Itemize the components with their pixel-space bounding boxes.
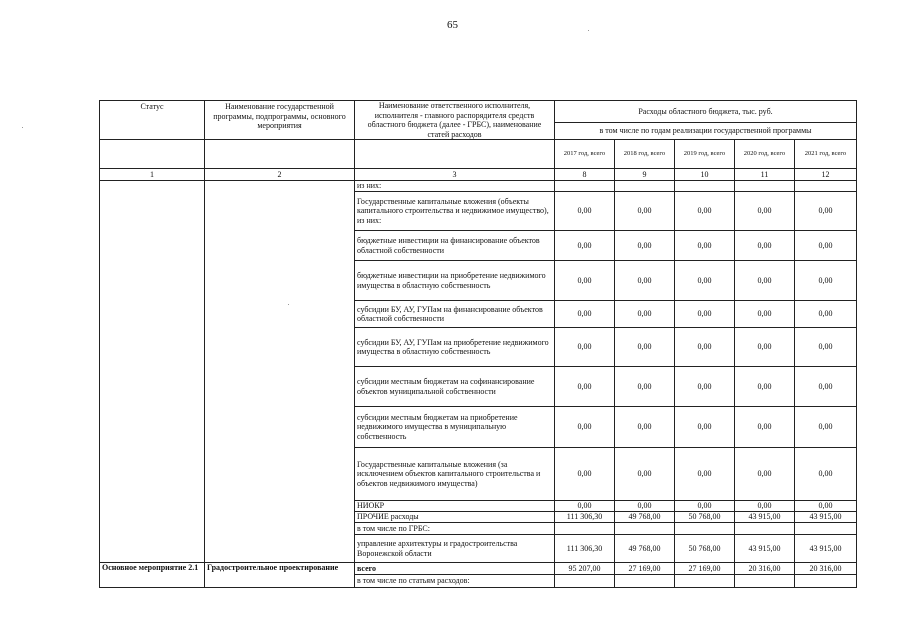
column-index: 10 (675, 169, 735, 181)
value-cell: 0,00 (555, 407, 615, 448)
column-index: 3 (355, 169, 555, 181)
value-cell (675, 181, 735, 192)
column-index: 12 (795, 169, 857, 181)
value-cell (675, 523, 735, 535)
year-header: 2021 год, всего (795, 140, 857, 169)
value-cell (615, 523, 675, 535)
row-label: бюджетные инвестиции на финансирование объектов областной собственности (355, 231, 555, 261)
scan-speck (22, 127, 23, 128)
row-label: субсидии БУ, АУ, ГУПам на приобретение недвижимого имущества в областную собственность (355, 328, 555, 367)
value-cell (555, 181, 615, 192)
page-number: 65 (447, 19, 458, 31)
row-label: субсидии местным бюджетам на софинансирование объектов муниципальной собственности (355, 367, 555, 407)
row-label: управление архитектуры и градостроительства Воронежской области (355, 535, 555, 563)
scan-speck (288, 304, 289, 305)
value-cell: 0,00 (675, 231, 735, 261)
value-cell: 0,00 (735, 501, 795, 512)
row-label: Государственные капитальные вложения (за исключением объектов капитального строительства и объектов недвижимого имущества) (355, 448, 555, 501)
value-cell: 0,00 (615, 231, 675, 261)
value-cell: 20 316,00 (795, 563, 857, 575)
value-cell: 0,00 (615, 367, 675, 407)
column-index: 8 (555, 169, 615, 181)
value-cell: 0,00 (675, 501, 735, 512)
value-cell: 0,00 (555, 448, 615, 501)
column-index: 2 (205, 169, 355, 181)
row-label: субсидии БУ, АУ, ГУПам на финансирование объектов областной собственности (355, 301, 555, 328)
value-cell: 0,00 (555, 367, 615, 407)
column-index-row (100, 169, 857, 181)
value-cell: 111 306,30 (555, 535, 615, 563)
value-cell (735, 523, 795, 535)
row-label: из них: (355, 181, 555, 192)
column-index: 11 (735, 169, 795, 181)
value-cell: 49 768,00 (615, 535, 675, 563)
value-cell: 0,00 (675, 328, 735, 367)
value-cell: 0,00 (615, 328, 675, 367)
row-label: бюджетные инвестиции на приобретение недвижимого имущества в областную собственность (355, 261, 555, 301)
header-by-years: в том числе по годам реализации государственной программы (555, 123, 857, 140)
value-cell (795, 181, 857, 192)
value-cell: 0,00 (735, 448, 795, 501)
year-header: 2019 год, всего (675, 140, 735, 169)
row-label: ПРОЧИЕ расходы (355, 512, 555, 523)
year-header: 2020 год, всего (735, 140, 795, 169)
value-cell: 0,00 (795, 192, 857, 231)
value-cell: 0,00 (615, 448, 675, 501)
value-cell: 0,00 (555, 261, 615, 301)
measure-status: Основное мероприятие 2.1 (100, 563, 205, 588)
value-cell: 0,00 (735, 407, 795, 448)
scan-speck (588, 30, 589, 31)
value-cell: 49 768,00 (615, 512, 675, 523)
row-label: в том числе по ГРБС: (355, 523, 555, 535)
value-cell (615, 181, 675, 192)
value-cell: 43 915,00 (795, 512, 857, 523)
value-cell: 0,00 (675, 192, 735, 231)
value-cell: 50 768,00 (675, 512, 735, 523)
status-cell-empty (100, 181, 205, 563)
value-cell: 0,00 (615, 301, 675, 328)
value-cell: 43 915,00 (795, 535, 857, 563)
value-cell: 0,00 (795, 301, 857, 328)
value-cell: 0,00 (615, 407, 675, 448)
row-label: НИОКР (355, 501, 555, 512)
measure-row (100, 563, 857, 575)
value-cell: 0,00 (795, 407, 857, 448)
header-expenses-title: Расходы областного бюджета, тыс. руб. (555, 101, 857, 123)
value-cell: 0,00 (795, 328, 857, 367)
value-cell: 50 768,00 (675, 535, 735, 563)
value-cell: 0,00 (735, 301, 795, 328)
value-cell: 27 169,00 (615, 563, 675, 575)
value-cell: 0,00 (735, 192, 795, 231)
measure-total-label: всего (355, 563, 555, 575)
column-index: 1 (100, 169, 205, 181)
value-cell (555, 523, 615, 535)
value-cell: 0,00 (735, 231, 795, 261)
value-cell: 0,00 (675, 367, 735, 407)
measure-by-articles: в том числе по статьям расходов: (355, 575, 555, 588)
value-cell: 0,00 (675, 448, 735, 501)
value-cell: 111 306,30 (555, 512, 615, 523)
value-cell (795, 523, 857, 535)
value-cell: 0,00 (795, 231, 857, 261)
program-cell-empty (205, 181, 355, 563)
value-cell: 0,00 (735, 261, 795, 301)
value-cell: 0,00 (735, 367, 795, 407)
value-cell (735, 181, 795, 192)
value-cell: 0,00 (795, 448, 857, 501)
value-cell: 0,00 (555, 301, 615, 328)
value-cell: 0,00 (555, 192, 615, 231)
year-header: 2018 год, всего (615, 140, 675, 169)
budget-table (99, 100, 857, 588)
year-header: 2017 год, всего (555, 140, 615, 169)
value-cell: 95 207,00 (555, 563, 615, 575)
value-cell: 0,00 (615, 501, 675, 512)
row-label: субсидии местным бюджетам на приобретение недвижимого имущества в муниципальную собственность (355, 407, 555, 448)
row-label: Государственные капитальные вложения (объекты капитального строительства и недвижимое имущество), из них: (355, 192, 555, 231)
header-executor: Наименование ответственного исполнителя, исполнителя - главного распорядителя средств областного бюджета (далее - ГРБС), наименование статей расходов (355, 101, 555, 140)
value-cell: 0,00 (675, 407, 735, 448)
value-cell: 43 915,00 (735, 512, 795, 523)
value-cell: 27 169,00 (675, 563, 735, 575)
value-cell: 0,00 (615, 192, 675, 231)
value-cell: 0,00 (555, 501, 615, 512)
value-cell: 0,00 (795, 261, 857, 301)
value-cell: 20 316,00 (735, 563, 795, 575)
value-cell: 0,00 (675, 261, 735, 301)
value-cell: 0,00 (735, 328, 795, 367)
table-row (100, 181, 857, 192)
value-cell: 0,00 (795, 501, 857, 512)
header-program-name: Наименование государственной программы, подпрограммы, основного мероприятия (205, 101, 355, 140)
value-cell: 0,00 (675, 301, 735, 328)
value-cell: 0,00 (615, 261, 675, 301)
column-index: 9 (615, 169, 675, 181)
value-cell: 43 915,00 (735, 535, 795, 563)
value-cell: 0,00 (555, 328, 615, 367)
measure-name: Градостроительное проектирование (205, 563, 355, 588)
header-status: Статус (100, 101, 205, 140)
value-cell: 0,00 (795, 367, 857, 407)
value-cell: 0,00 (555, 231, 615, 261)
